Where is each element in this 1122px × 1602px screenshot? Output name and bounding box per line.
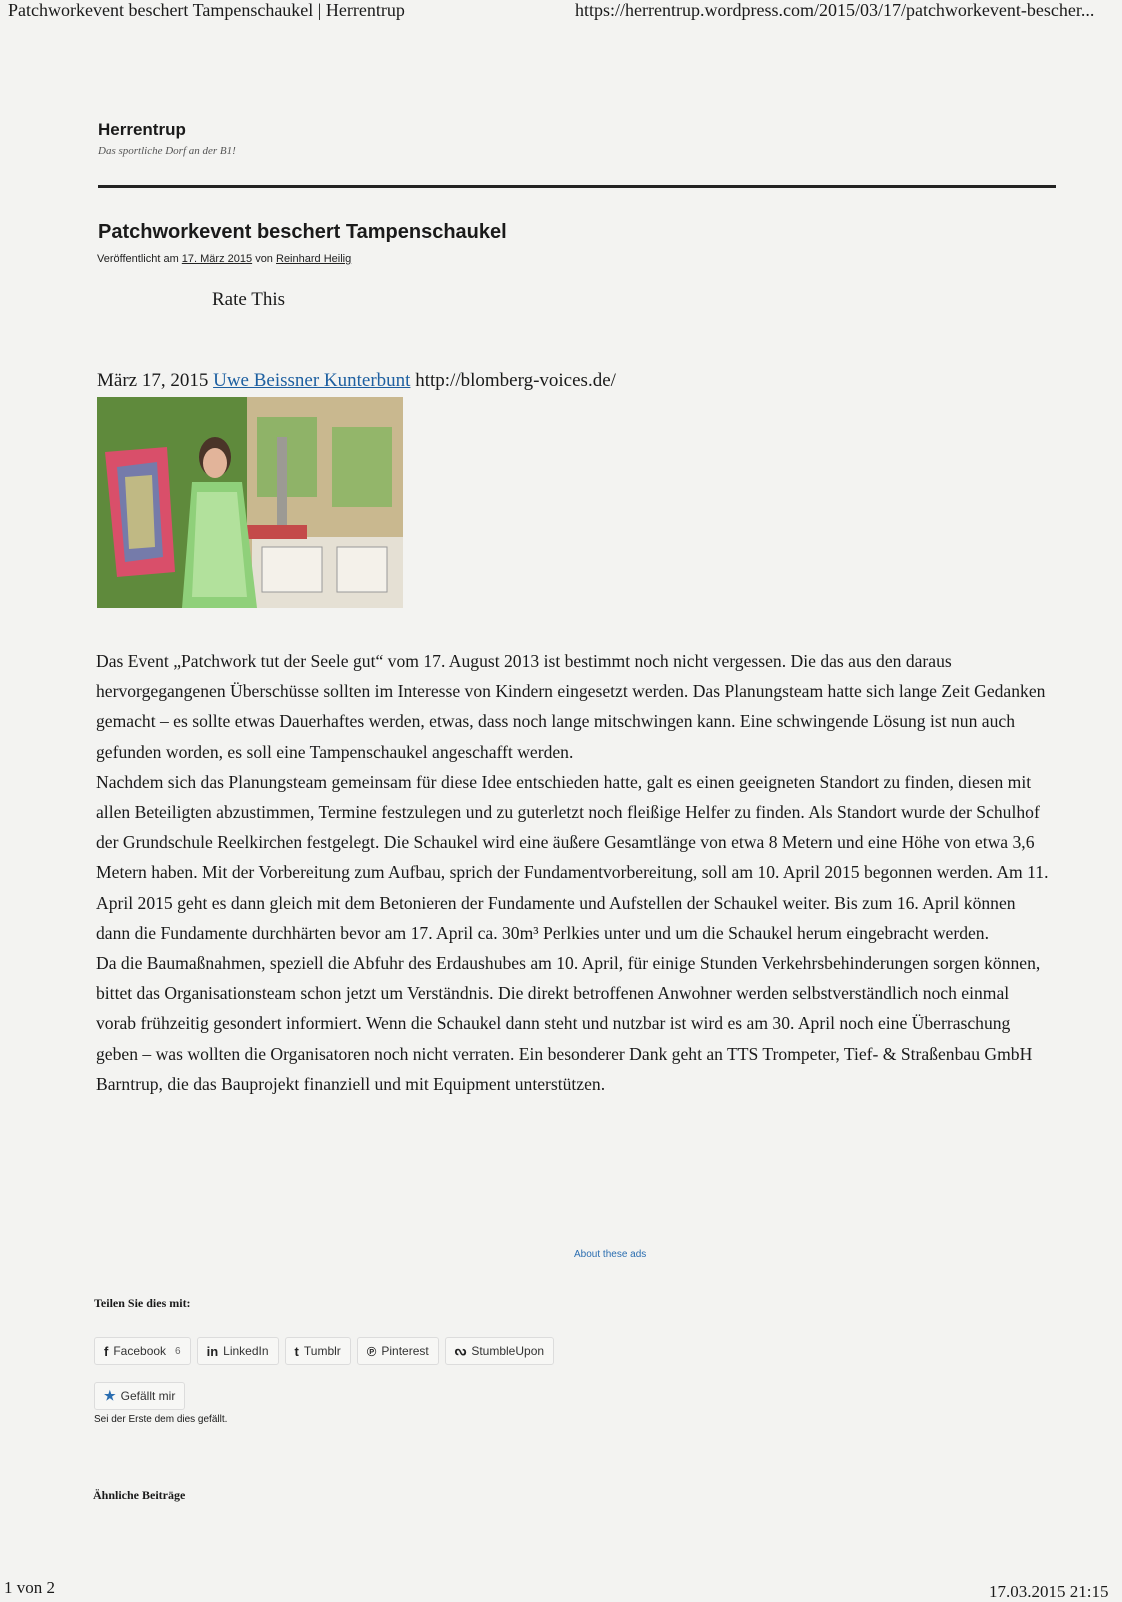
- print-header-url: https://herrentrup.wordpress.com/2015/03/17/patchworkevent-bescher...: [575, 0, 1095, 20]
- source-date: März 17, 2015: [97, 370, 209, 391]
- about-ads-link[interactable]: About these ads: [574, 1249, 647, 1260]
- linkedin-icon: in: [206, 1343, 219, 1359]
- share-pinterest-button[interactable]: [357, 1337, 439, 1365]
- post-meta: [97, 253, 351, 265]
- like-button[interactable]: [94, 1382, 185, 1410]
- share-facebook-button[interactable]: [94, 1337, 191, 1365]
- share-count: 6: [175, 1345, 181, 1357]
- share-buttons: [94, 1337, 554, 1365]
- source-url: http://blomberg-voices.de/: [415, 370, 616, 391]
- source-author-link[interactable]: Uwe Beissner Kunterbunt: [213, 370, 411, 391]
- post-meta-prefix: Veröffentlicht am: [97, 253, 179, 265]
- source-line: [97, 370, 616, 392]
- print-timestamp: 17.03.2015 21:15: [989, 1582, 1109, 1601]
- share-label: StumbleUpon: [471, 1344, 545, 1358]
- share-label: LinkedIn: [223, 1344, 269, 1358]
- rate-this-label[interactable]: Rate This: [212, 289, 286, 310]
- post-date-link[interactable]: 17. März 2015: [181, 253, 253, 265]
- share-linkedin-button[interactable]: [197, 1337, 279, 1365]
- share-heading: Teilen Sie dies mit:: [94, 1296, 191, 1310]
- post-body: [96, 646, 1051, 1099]
- post-paragraph: Das Event „Patchwork tut der Seele gut“ vom 17. August 2013 ist bestimmt noch nicht vergessen. Die das aus den daraus hervorgegangenen Überschüsse sollten im Interesse von Kindern eingesetzt werden. Das Planungsteam hatte sich lange Zeit Gedanken gemacht – es sollte etwas Dauerhaftes werden, etwas, dass noch lange mitschwingen kann. Eine schwingende Lösung ist nun auch gefunden worden, es soll eine Tampenschaukel angeschafft werden.: [96, 651, 1046, 762]
- post-paragraph: Nachdem sich das Planungsteam gemeinsam für diese Idee entschieden hatte, galt es einen geeigneten Standort zu finden, diesen mit allen Beteiligten abzustimmen, Termine festzulegen und zu guterletzt noch fleißige Helfer zu finden. Als Standort wurde der Schulhof der Grundschule Reelkirchen festgelegt. Die Schaukel wird eine äußere Gesamtlänge von etwa 8 Metern und eine Höhe von etwa 3,6 Metern haben. Mit der Vorbereitung zum Aufbau, sprich der Fundamentvorbereitung, soll am 10. April 2015 begonnen werden. Am 11. April 2015 geht es dann gleich mit dem Betonieren der Fundamente und Aufstellen der Schaukel weiter. Bis zum 16. April können dann die Fundamente durchhärten bevor am 17. April ca. 30m³ Perlkies unter und um die Schaukel herum eingebracht werden.: [96, 771, 1049, 943]
- stumbleupon-icon: ᔓ: [454, 1343, 467, 1358]
- share-label: Tumblr: [303, 1344, 341, 1358]
- post-title: Patchworkevent beschert Tampenschaukel: [98, 221, 507, 243]
- facebook-icon: f: [104, 1343, 109, 1359]
- post-meta-by: von: [255, 253, 273, 265]
- share-tumblr-button[interactable]: [285, 1337, 351, 1365]
- print-header-title: Patchworkevent beschert Tampenschaukel | Herrentrup: [8, 0, 405, 20]
- related-posts-heading: Ähnliche Beiträge: [93, 1488, 186, 1502]
- tumblr-icon: t: [294, 1343, 299, 1359]
- site-title[interactable]: Herrentrup: [98, 120, 186, 139]
- print-page-number: 1 von 2: [4, 1578, 55, 1597]
- share-label: Pinterest: [381, 1344, 429, 1358]
- star-icon: ★: [104, 1388, 116, 1403]
- post-paragraph: Da die Baumaßnahmen, speziell die Abfuhr des Erdaushubes am 10. April, für einige Stunden Verkehrsbehinderungen sorgen können, bittet das Organisationsteam schon jetzt um Verständnis. Die direkt betroffenen Anwohner werden selbstverständlich noch einmal vorab frühzeitig gesondert informiert. Wenn die Schaukel dann steht und nutzbar ist wird es am 30. April noch eine Überraschung geben – was wollten die Organisatoren noch nicht verraten. Ein besonderer Dank geht an TTS Trompeter, Tief- & Straßenbau GmbH Barntrup, die das Bauprojekt finanziell und mit Equipment unterstützen.: [96, 953, 1041, 1094]
- share-stumbleupon-button[interactable]: [445, 1337, 554, 1365]
- pinterest-icon: ℗: [366, 1343, 377, 1359]
- like-label: Gefällt mir: [120, 1389, 176, 1403]
- site-tagline: Das sportliche Dorf an der B1!: [98, 145, 236, 157]
- like-note: Sei der Erste dem dies gefällt.: [94, 1414, 228, 1425]
- header-divider: [98, 185, 1056, 188]
- post-photo: [97, 397, 403, 608]
- post-author-link[interactable]: Reinhard Heilig: [276, 253, 352, 265]
- share-label: Facebook: [113, 1344, 167, 1358]
